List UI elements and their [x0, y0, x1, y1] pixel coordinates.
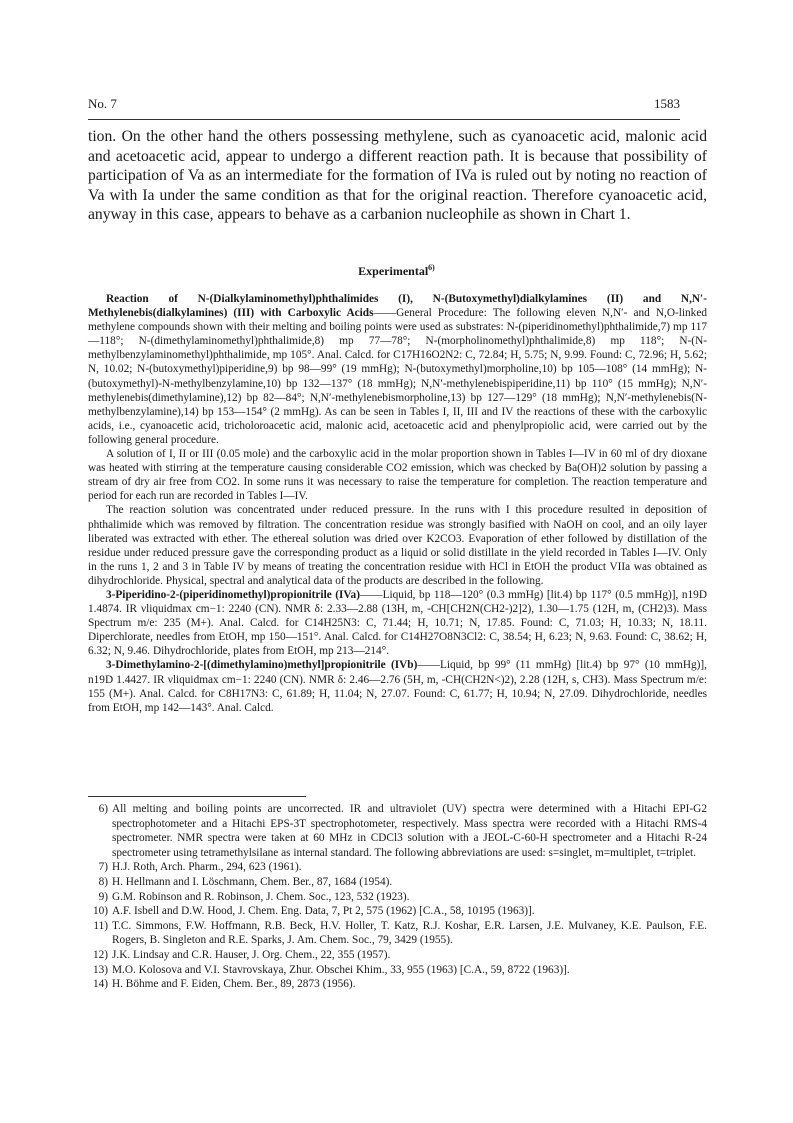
footnote-text: T.C. Simmons, F.W. Hoffmann, R.B. Beck, H.V. Holler, T. Katz, R.J. Koshar, E.R. Larsen, J.E. Mulvaney, K.E. Paulson, F.E. Rogers, B. Singleton and R.E. Sparks, J. Am. Chem. Soc., 79, 3429 (1955).: [112, 919, 707, 947]
experimental-body: [88, 292, 707, 715]
footnote-text: A.F. Isbell and D.W. Hood, J. Chem. Eng. Data, 7, Pt 2, 575 (1962) [C.A., 58, 10195 (1963)].: [112, 905, 535, 918]
footnote-item: [88, 890, 707, 905]
footnote-item: [88, 875, 707, 890]
footnote-number: 14): [92, 978, 108, 991]
footnote-text: H.J. Roth, Arch. Pharm., 294, 623 (1961).: [112, 861, 302, 874]
procedure-title: Reaction of N-(Dialkylaminomethyl)phthalimides (I), N-(Butoxymethyl)dialkylamines (II) and N,N′-Methylenebis(dialkylamines) (III) with Carboxylic Acids: [88, 293, 707, 320]
footnote-item: [88, 977, 707, 992]
footnote-text: All melting and boiling points are uncorrected. IR and ultraviolet (UV) spectra were determined with a Hitachi EPI-G2 spectrophotometer and a Hitachi EPS-3T spectrophotometer, respectively. Mass spectra were recorded with a Hitachi RMS-4 spectrometer. NMR spectra were taken at 60 MHz in CDCl3 solution with a JEOL-C-60-H spectrometer and a Hitachi R-24 spectrometer using tetramethylsilane as internal standard. The following abbreviations are used: s=singlet, m=multiplet, t=triplet.: [112, 803, 707, 859]
footnote-rule: [88, 796, 306, 797]
footnotes-list: [88, 802, 707, 992]
compound-iva-title: 3-Piperidino-2-(piperidinomethyl)propionitrile (IVa): [106, 588, 360, 601]
footnote-number: 6): [98, 803, 108, 815]
footnote-item: [88, 860, 707, 875]
footnote-number: 9): [98, 890, 108, 903]
footnote-item: [88, 802, 707, 860]
experimental-heading: [0, 264, 793, 279]
footnote-item: [88, 963, 707, 978]
header-rule: [88, 119, 680, 120]
footnote-number: 10): [92, 905, 108, 918]
general-procedure-paragraph: [88, 292, 707, 447]
workup-paragraph: The reaction solution was concentrated under reduced pressure. In the runs with I this procedure resulted in deposition of phthalimide which was removed by filtration. The concentration residue was strongly basified with NaOH on cool, and an oily layer liberated was extracted with ether. The ethereal solution was dried over K2CO3. Evaporation of ether followed by distillation of the residue under reduced pressure gave the corresponding product as a liquid or solid distillate in the yield recorded in Tables I—IV. Only in the runs 1, 2 and 3 in Table IV by means of treating the concentration residue with HCl in EtOH the product VIIa was obtained as dihydrochloride. Physical, spectral and analytical data of the products are described in the following.: [88, 504, 707, 587]
compound-ivb-title: 3-Dimethylamino-2-[(dimethylamino)methyl]propionitrile (IVb): [106, 659, 418, 672]
compound-ivb-paragraph: [88, 658, 707, 714]
footnote-number: 7): [98, 861, 108, 874]
footnote-number: 12): [92, 948, 108, 961]
solution-paragraph: A solution of I, II or III (0.05 mole) and the carboxylic acid in the molar proportion shown in Tables I—IV in 60 ml of dry dioxane was heated with stirring at the temperature causing considerable CO2 emission, which was checked by Ba(OH)2 solution by passing a stream of dry air free from CO2. In some runs it was necessary to raise the temperature for completion. The reaction temperature and period for each run are recorded in Tables I—IV.: [88, 448, 707, 503]
heading-ref: 6): [428, 263, 435, 272]
procedure-text: ——General Procedure: The following eleven N,N′- and N,O-linked methylene compounds shown with their melting and boiling points were used as substrates: N-(piperidinomethyl)phthalimide,7) mp 117—118°; N-(dimethylaminomethyl)phthalimide,8) mp 77—78°; N-(morpholinomethyl)phthalimide,8) mp 118°; N-(N-methylbenzylaminomethyl)phthalimide, mp 105°. Anal. Calcd. for C17H16O2N2: C, 72.84; H, 5.75; N, 9.99. Found: C, 72.96; H, 5.62; N, 10.02; N-(butoxymethyl)piperidine,9) bp 98—99° (19 mmHg); N-(butoxymethyl)morpholine,10) bp 105—108° (14 mmHg); N-(butoxymethyl)-N-methylbenzylamine,10) bp 132—137° (18 mmHg); N,N′-methylenebispiperidine,11) bp 110° (15 mmHg); N,N′-methylenebis(dimethylamine),12) bp 82—84°; N,N′-methylenebismorpholine,13) bp 127—129° (18 mmHg); N,N′-methylenebis(N-methylbenzylamine),14) bp 153—154° (2 mmHg). As can be seen in Tables I, II, III and IV the reactions of these with the carboxylic acids, i.e., cyanoacetic acid, tricholoroacetic acid, malonic acid, acetoacetic acid and phenylpropiolic acid, were carried out by the following general procedure.: [88, 307, 707, 446]
footnote-text: G.M. Robinson and R. Robinson, J. Chem. Soc., 123, 532 (1923).: [112, 890, 410, 903]
compound-ivb-text: ——Liquid, bp 99° (11 mmHg) [lit.4) bp 97° (10 mmHg)], n19D 1.4427. IR νliquidmax cm−1: 2240 (CN). NMR δ: 2.46—2.76 (5H, m, -CH(CH2N<)2), 2.28 (12H, s, CH3). Mass Spectrum m/e: 155 (M+). Anal. Calcd. for C8H17N3: C, 61.89; H, 11.04; N, 27.07. Found: C, 61.77; H, 10.94; N, 27.09. Dihydrochloride, needles from EtOH, mp 142—143°. Anal. Calcd.: [88, 659, 707, 714]
footnote-text: J.K. Lindsay and C.R. Hauser, J. Org. Chem., 22, 355 (1957).: [112, 948, 391, 961]
footnote-text: M.O. Kolosova and V.I. Stavrovskaya, Zhur. Obschei Khim., 33, 955 (1963) [C.A., 59, 8722 (1963)].: [112, 963, 570, 976]
footnote-text: H. Hellmann and I. Löschmann, Chem. Ber., 87, 1684 (1954).: [112, 875, 393, 888]
footnote-item: [88, 948, 707, 963]
running-header: [88, 96, 680, 116]
footnote-number: 8): [98, 875, 108, 888]
footnote-item: [88, 919, 707, 948]
footnote-number: 13): [92, 963, 108, 976]
footnote-text: H. Böhme and F. Eiden, Chem. Ber., 89, 2873 (1956).: [112, 978, 356, 991]
footnote-number: 11): [93, 919, 108, 932]
page-number: 1583: [654, 96, 680, 111]
issue-number: No. 7: [88, 96, 117, 111]
compound-iva-text: ——Liquid, bp 118—120° (0.3 mmHg) [lit.4) bp 117° (0.5 mmHg)], n19D 1.4874. IR νliquidmax cm−1: 2240 (CN). NMR δ: 2.33—2.88 (13H, m, -CH[CH2N(CH2-)2]2), 1.30—1.75 (12H, m, (CH2)3). Mass Spectrum m/e: 235 (M+). Anal. Calcd. for C14H25N3: C, 71.44; H, 10.71; N, 17.85. Found: C, 71.03; H, 10.33; N, 18.11. Diperchlorate, needles from EtOH, mp 150—151°. Anal. Calcd. for C14H27O8N3Cl2: C, 38.54; H, 6.23; N, 9.63. Found: C, 38.62; H, 6.32; N, 9.46. Dihydrochloride, plates from EtOH, mp 213—214°.: [88, 588, 707, 658]
heading-text: Experimental: [358, 264, 429, 278]
intro-paragraph: tion. On the other hand the others possessing methylene, such as cyanoacetic acid, malonic acid and acetoacetic acid, appear to undergo a different reaction path. It is because that possibility of participation of Va as an intermediate for the formation of IVa is ruled out by noting no reaction of Va with Ia under the same condition as that for the original reaction. Therefore cyanoacetic acid, anyway in this case, appears to behave as a carbanion nucleophile as shown in Chart 1.: [88, 128, 707, 223]
footnote-item: [88, 904, 707, 919]
compound-iva-paragraph: [88, 588, 707, 658]
